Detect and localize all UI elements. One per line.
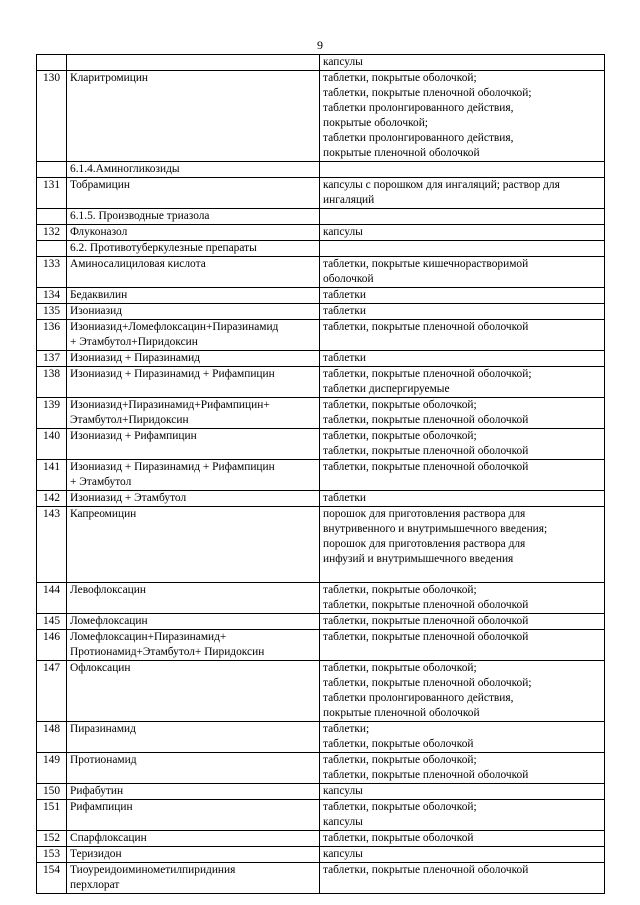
table-row [37, 429, 605, 460]
table-row [37, 320, 605, 351]
row-number: 138 [37, 367, 67, 398]
drug-name-cell [67, 429, 320, 460]
drug-name-cell [67, 800, 320, 831]
dosage-form-cell [320, 320, 605, 351]
drug-name-line: Флуконазол [70, 226, 128, 238]
drug-name-line: Офлоксацин [70, 662, 131, 674]
dosage-form-line: таблетки [323, 352, 367, 364]
page-number: 9 [317, 38, 323, 52]
row-number: 136 [37, 320, 67, 351]
row-number: 137 [37, 351, 67, 367]
dosage-form-line: таблетки диспергируемые [323, 383, 450, 395]
dosage-form-line: таблетки, покрытые оболочкой [323, 832, 474, 844]
dosage-form-line: порошок для приготовления раствора для [323, 538, 526, 550]
drug-name-line: Изониазид + Пиразинамид + Рифампицин [70, 461, 275, 473]
drug-name-line: Капреомицин [70, 508, 137, 520]
drug-name-cell [67, 722, 320, 753]
drug-name-line: 6.2. Противотуберкулезные препараты [70, 242, 257, 254]
dosage-form-line: порошок для приготовления раствора для [323, 508, 526, 520]
dosage-form-cell [320, 753, 605, 784]
dosage-form-line: капсулы с порошком для ингаляций; раствор для [323, 179, 560, 191]
dosage-form-cell [320, 178, 605, 209]
table-row [37, 398, 605, 429]
drug-name-cell [67, 241, 320, 257]
row-number: 133 [37, 257, 67, 288]
row-number: 143 [37, 507, 67, 583]
row-number: 148 [37, 722, 67, 753]
dosage-form-line: таблетки, покрытые оболочкой; [323, 584, 477, 596]
dosage-form-line: таблетки, покрытые оболочкой; [323, 801, 477, 813]
dosage-form-line: таблетки, покрытые оболочкой [323, 738, 474, 750]
drug-name-cell [67, 178, 320, 209]
dosage-form-cell [320, 162, 605, 178]
drug-name-line: Рифабутин [70, 785, 124, 797]
table-row [37, 178, 605, 209]
dosage-form-line: таблетки, покрытые пленочной оболочкой [323, 445, 529, 457]
table-row [37, 630, 605, 661]
dosage-form-cell [320, 429, 605, 460]
row-number: 140 [37, 429, 67, 460]
drug-name-line: Изониазид+Пиразинамид+Рифампицин+ [70, 399, 270, 411]
row-number: 145 [37, 614, 67, 630]
drug-name-line: Изониазид + Рифампицин [70, 430, 197, 442]
row-number: 149 [37, 753, 67, 784]
dosage-form-line: таблетки [323, 492, 367, 504]
dosage-form-line: капсулы [323, 56, 363, 68]
row-number: 135 [37, 304, 67, 320]
dosage-form-cell [320, 630, 605, 661]
dosage-form-cell [320, 614, 605, 630]
dosage-form-line: таблетки пролонгированного действия, [323, 102, 514, 114]
row-number: 144 [37, 583, 67, 614]
drug-name-line: Бедаквилин [70, 289, 128, 301]
dosage-form-line: капсулы [323, 226, 363, 238]
dosage-form-cell [320, 722, 605, 753]
drug-name-cell [67, 583, 320, 614]
row-number: 130 [37, 71, 67, 162]
drug-name-line: Этамбутол+Пиридоксин [70, 414, 189, 426]
row-number [37, 162, 67, 178]
drug-name-cell [67, 784, 320, 800]
table-row [37, 661, 605, 722]
row-number: 152 [37, 831, 67, 847]
dosage-form-line: инфузий и внутримышечного введения [323, 553, 514, 565]
dosage-form-cell [320, 460, 605, 491]
row-number: 142 [37, 491, 67, 507]
dosage-form-line [323, 567, 601, 582]
table-row [37, 784, 605, 800]
dosage-form-cell [320, 257, 605, 288]
dosage-form-line: таблетки пролонгированного действия, [323, 692, 514, 704]
drug-name-line: Левофлоксацин [70, 584, 146, 596]
table-row [37, 209, 605, 225]
dosage-form-line: таблетки, покрытые пленочной оболочкой [323, 631, 529, 643]
table-row [37, 225, 605, 241]
drug-name-cell [67, 162, 320, 178]
dosage-form-line: таблетки, покрытые пленочной оболочкой [323, 414, 529, 426]
dosage-form-line: внутривенного и внутримышечного введения; [323, 523, 548, 535]
row-number [37, 55, 67, 71]
dosage-form-line: таблетки, покрытые кишечнорастворимой [323, 258, 529, 270]
drug-name-line: + Этамбутол+Пиридоксин [70, 336, 198, 348]
drug-name-cell [67, 491, 320, 507]
dosage-form-cell [320, 831, 605, 847]
dosage-form-line: оболочкой [323, 273, 374, 285]
table-row [37, 491, 605, 507]
drug-name-line: Ломефлоксацин+Пиразинамид+ [70, 631, 227, 643]
table-row [37, 162, 605, 178]
row-number: 153 [37, 847, 67, 863]
dosage-form-line: таблетки; [323, 723, 370, 735]
dosage-form-cell [320, 241, 605, 257]
row-number: 154 [37, 863, 67, 894]
drug-name-line: Протионамид+Этамбутол+ Пиридоксин [70, 646, 265, 658]
drug-name-line: + Этамбутол [70, 476, 132, 488]
table-row [37, 753, 605, 784]
dosage-form-cell [320, 491, 605, 507]
drug-name-cell [67, 661, 320, 722]
dosage-form-cell [320, 351, 605, 367]
table-row [37, 288, 605, 304]
row-number: 147 [37, 661, 67, 722]
table-row [37, 722, 605, 753]
drug-name-cell [67, 614, 320, 630]
drug-name-cell [67, 304, 320, 320]
dosage-form-line: ингаляций [323, 194, 375, 206]
row-number [37, 241, 67, 257]
table-row [37, 241, 605, 257]
table-row [37, 460, 605, 491]
drug-name-cell [67, 398, 320, 429]
drug-name-line: Ломефлоксацин [70, 615, 148, 627]
drug-name-line: Теризидон [70, 848, 122, 860]
dosage-form-line: таблетки, покрытые оболочкой; [323, 430, 477, 442]
table-row [37, 847, 605, 863]
drug-name-line: Протионамид [70, 754, 137, 766]
drug-table [36, 54, 605, 894]
dosage-form-cell [320, 507, 605, 583]
dosage-form-line: таблетки пролонгированного действия, [323, 132, 514, 144]
dosage-form-line: капсулы [323, 848, 363, 860]
dosage-form-cell [320, 367, 605, 398]
drug-name-cell [67, 630, 320, 661]
dosage-form-line: таблетки, покрытые пленочной оболочкой [323, 615, 529, 627]
row-number: 134 [37, 288, 67, 304]
drug-name-line: Изониазид + Этамбутол [70, 492, 187, 504]
dosage-form-line: таблетки, покрытые оболочкой; [323, 72, 477, 84]
dosage-form-line: таблетки, покрытые оболочкой; [323, 399, 477, 411]
row-number: 141 [37, 460, 67, 491]
dosage-form-cell [320, 847, 605, 863]
table-row [37, 614, 605, 630]
dosage-form-cell [320, 398, 605, 429]
table-body [37, 55, 605, 894]
row-number: 132 [37, 225, 67, 241]
dosage-form-line: таблетки [323, 289, 367, 301]
dosage-form-cell [320, 209, 605, 225]
drug-name-line: Рифампицин [70, 801, 133, 813]
row-number: 151 [37, 800, 67, 831]
row-number: 150 [37, 784, 67, 800]
dosage-form-cell [320, 55, 605, 71]
row-number: 131 [37, 178, 67, 209]
dosage-form-cell [320, 863, 605, 894]
drug-name-line: Аминосалициловая кислота [70, 258, 206, 270]
dosage-form-line: таблетки, покрытые оболочкой; [323, 662, 477, 674]
dosage-form-line: капсулы [323, 816, 363, 828]
dosage-form-line: таблетки, покрытые пленочной оболочкой; [323, 368, 532, 380]
dosage-form-line: покрытые оболочкой; [323, 117, 428, 129]
dosage-form-line: покрытые пленочной оболочкой [323, 147, 480, 159]
dosage-form-cell [320, 784, 605, 800]
dosage-form-line: таблетки [323, 305, 367, 317]
drug-name-cell [67, 209, 320, 225]
row-number: 146 [37, 630, 67, 661]
table-row [37, 863, 605, 894]
dosage-form-cell [320, 304, 605, 320]
drug-name-cell [67, 753, 320, 784]
dosage-form-line: таблетки, покрытые пленочной оболочкой [323, 769, 529, 781]
dosage-form-cell [320, 225, 605, 241]
dosage-form-cell [320, 71, 605, 162]
drug-name-line: Изониазид [70, 305, 122, 317]
table-row [37, 71, 605, 162]
drug-name-cell [67, 847, 320, 863]
drug-name-cell [67, 460, 320, 491]
row-number: 139 [37, 398, 67, 429]
drug-name-cell [67, 831, 320, 847]
drug-name-cell [67, 225, 320, 241]
drug-name-line: перхлорат [70, 879, 120, 891]
dosage-form-cell [320, 661, 605, 722]
dosage-form-cell [320, 800, 605, 831]
dosage-form-line: таблетки, покрытые пленочной оболочкой; [323, 87, 532, 99]
table-row [37, 304, 605, 320]
drug-name-cell [67, 351, 320, 367]
dosage-form-line: таблетки, покрытые пленочной оболочкой [323, 864, 529, 876]
drug-name-line: Изониазид + Пиразинамид [70, 352, 201, 364]
dosage-form-line: таблетки, покрытые оболочкой; [323, 754, 477, 766]
table-row [37, 507, 605, 583]
table-row [37, 55, 605, 71]
dosage-form-line: капсулы [323, 785, 363, 797]
dosage-form-line: таблетки, покрытые пленочной оболочкой [323, 461, 529, 473]
drug-name-line: Изониазид + Пиразинамид + Рифампицин [70, 368, 275, 380]
drug-name-cell [67, 367, 320, 398]
table-row [37, 800, 605, 831]
drug-name-cell [67, 320, 320, 351]
dosage-form-cell [320, 583, 605, 614]
drug-name-line: Изониазид+Ломефлоксацин+Пиразинамид [70, 321, 279, 333]
dosage-form-line: таблетки, покрытые пленочной оболочкой [323, 321, 529, 333]
drug-name-line: 6.1.5. Производные триазола [70, 210, 210, 222]
drug-name-cell [67, 507, 320, 583]
drug-name-cell [67, 863, 320, 894]
row-number [37, 209, 67, 225]
drug-name-line: Кларитромицин [70, 72, 149, 84]
table-row [37, 583, 605, 614]
dosage-form-line: покрытые пленочной оболочкой [323, 707, 480, 719]
table-row [37, 831, 605, 847]
table-row [37, 257, 605, 288]
table-row [37, 367, 605, 398]
dosage-form-cell [320, 288, 605, 304]
drug-name-line: Тобрамицин [70, 179, 130, 191]
dosage-form-line: таблетки, покрытые пленочной оболочкой [323, 599, 529, 611]
drug-name-line: Спарфлоксацин [70, 832, 147, 844]
dosage-form-line: таблетки, покрытые пленочной оболочкой; [323, 677, 532, 689]
table-row [37, 351, 605, 367]
drug-name-cell [67, 71, 320, 162]
drug-name-cell [67, 288, 320, 304]
drug-name-line: Тиоуреидоиминометилпиридиния [70, 864, 236, 876]
drug-name-line: Пиразинамид [70, 723, 136, 735]
drug-name-cell [67, 257, 320, 288]
drug-name-line: 6.1.4.Аминогликозиды [70, 163, 180, 175]
drug-name-cell [67, 55, 320, 71]
